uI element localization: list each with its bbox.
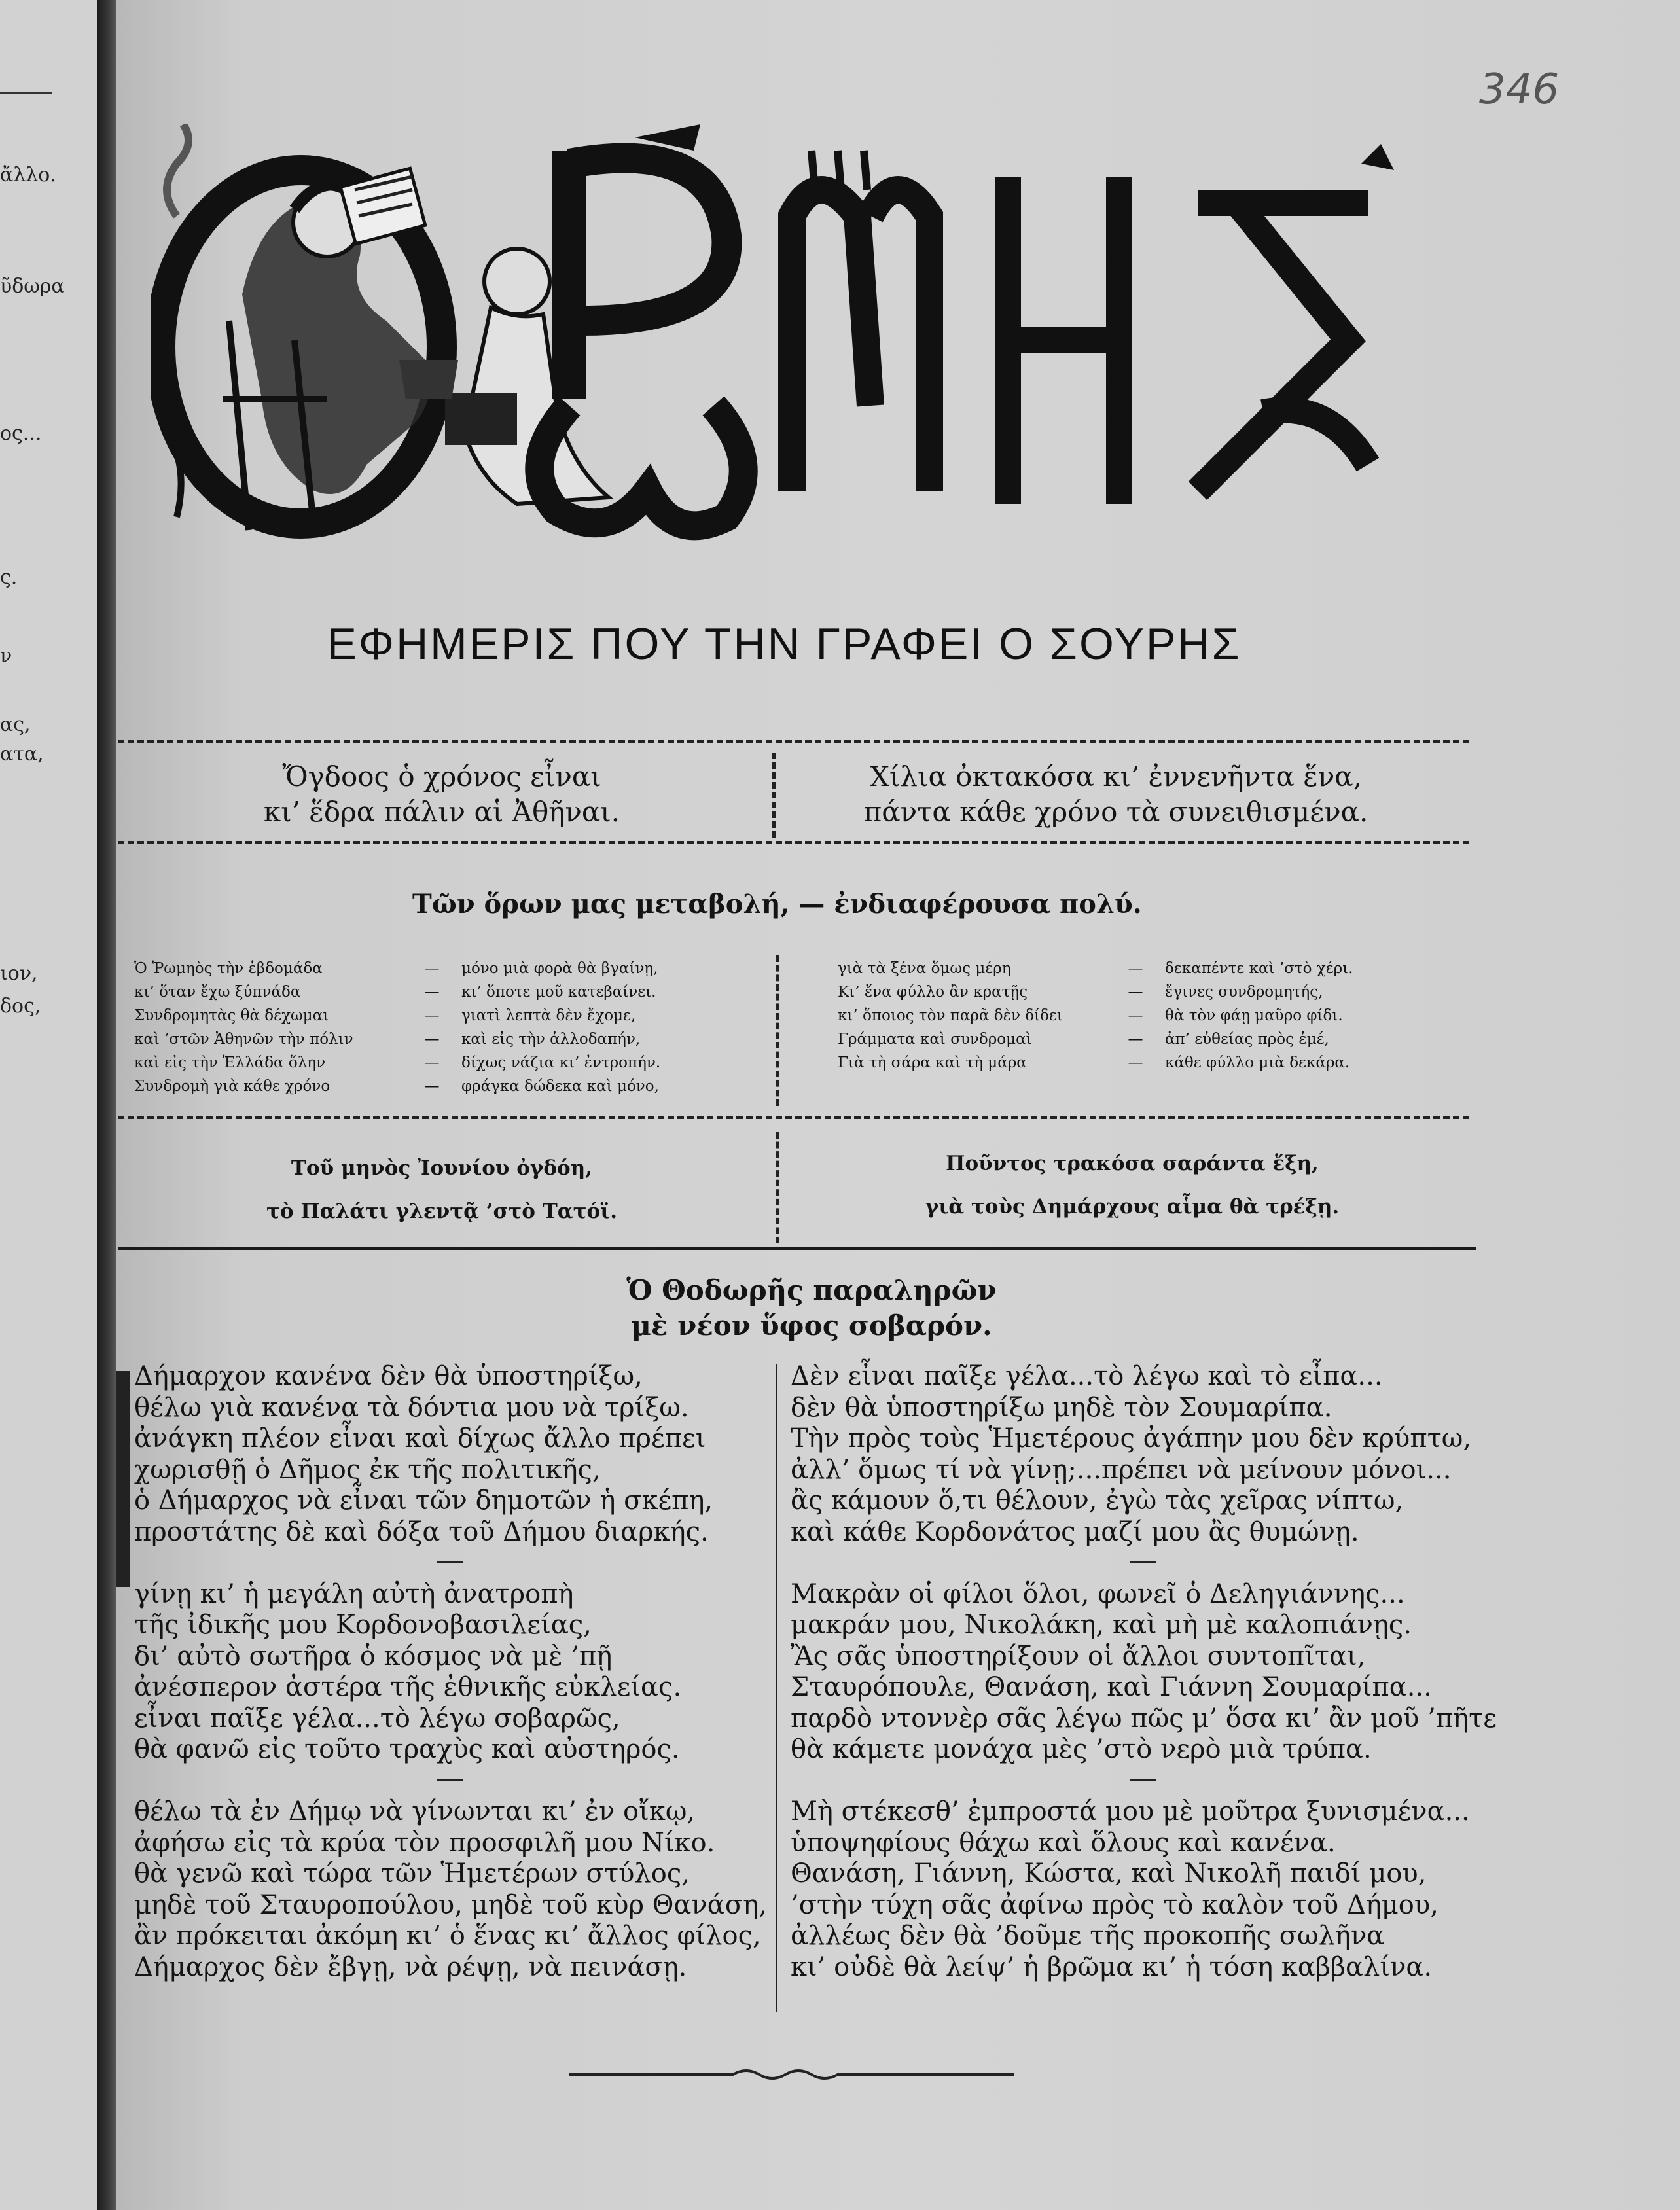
terms-table-left (134, 957, 660, 1098)
prev-page-fragment: ος... (0, 422, 42, 445)
terms-row (134, 1051, 660, 1075)
poem-line: Δήμαρχος δὲν ἔβγῃ, νὰ ρέψῃ, νὰ πεινάσῃ. (134, 1952, 687, 1982)
terms-table-right (838, 957, 1353, 1075)
divider-dashed (118, 1116, 1469, 1119)
terms-cell: γιατὶ λεπτὰ δὲν ἔχομε, (461, 1007, 636, 1024)
poem-line: δι’ αὐτὸ σωτῆρα ὁ κόσμος νὰ μὲ ’πῇ (134, 1641, 613, 1671)
prev-page-rule (0, 92, 52, 94)
terms-dash: — (424, 1054, 440, 1071)
prev-page-fragment: ατα, (0, 743, 44, 766)
terms-cell: Κι’ ἕνα φύλλο ἂν κρατῇς (838, 984, 1028, 1001)
terms-cell: καὶ εἰς τὴν ἀλλοδαπήν, (461, 1031, 641, 1048)
divider-dashed (118, 740, 1469, 743)
poem-line: παρδὸ ντοννὲρ σᾶς λέγω πῶς μ’ ὅσα κι’ ἂν μοῦ ’πῆτε (791, 1703, 1497, 1734)
terms-dash: — (424, 960, 440, 977)
poem-line: ’στὴν τύχη σᾶς ἀφίνω πρὸς τὸ καλὸν τοῦ Δήμου, (791, 1889, 1439, 1920)
stanza-separator (791, 1766, 1497, 1797)
poem-line: ἀφήσω εἰς τὰ κρύα τὸν προσφιλῆ μου Νίκο. (134, 1827, 715, 1858)
terms-heading: Τῶν ὅρων μας μεταβολή, — ἐνδιαφέρουσα πολύ. (412, 889, 1142, 919)
terms-dash: — (1128, 984, 1143, 1001)
poem-line: Μακρὰν οἱ φίλοι ὅλοι, φωνεῖ ὁ Δεληγιάννης... (791, 1578, 1405, 1609)
terms-dash: — (424, 984, 440, 1001)
terms-dash: — (1128, 960, 1143, 977)
stanza-separator (791, 1548, 1497, 1579)
poem-line: καὶ κάθε Κορδονάτος μαζί μου ἂς θυμώνῃ. (791, 1516, 1359, 1547)
poem-line: ἀνάγκη πλέον εἶναι καὶ δίχως ἄλλο πρέπει (134, 1423, 706, 1453)
previous-page-edge (0, 0, 98, 2210)
terms-cell: Συνδρομὴ γιὰ κάθε χρόνο (134, 1078, 331, 1095)
poem-line: Δήμαρχον κανένα δὲν θὰ ὑποστηρίξω, (134, 1361, 643, 1391)
prev-page-fragment: ῦδωρα (0, 275, 65, 298)
terms-row (134, 1027, 660, 1051)
verse-line: Χίλια ὀκτακόσα κι’ ἐννενῆντα ἕνα, (870, 760, 1362, 793)
terms-cell: δεκαπέντε καὶ ’στὸ χέρι. (1165, 960, 1353, 977)
terms-cell: κι’ ὅταν ἔχω ξύπνάδα (134, 984, 301, 1001)
subtitle: ΕΦΗΜΕΡΙΣ ΠΟΥ ΤΗΝ ΓΡΑΦΕΙ Ο ΣΟΥΡΗΣ (327, 619, 1242, 669)
terms-cell: θὰ τὸν φάῃ μαῦρο φίδι. (1165, 1007, 1343, 1024)
terms-dash: — (1128, 1007, 1143, 1024)
poem-line: θὰ φανῶ εἰς τοῦτο τραχὺς καὶ αὐστηρός. (134, 1734, 680, 1764)
terms-cell: ἔγινες συνδρομητής, (1165, 984, 1323, 1001)
poem-title-line: Ὁ Θοδωρῆς παραληρῶν (626, 1274, 997, 1306)
poem-line: ἀνέσπερον ἀστέρα τῆς ἐθνικῆς εὐκλείας. (134, 1672, 682, 1702)
terms-cell: Γιὰ τὴ σάρα καὶ τὴ μάρα (838, 1054, 1027, 1071)
terms-dash: — (1128, 1054, 1143, 1071)
motto-line: τὸ Παλάτι γλεντᾷ ’στὸ Τατόϊ. (266, 1200, 617, 1223)
poem-line: ἂν πρόκειται ἀκόμη κι’ ὁ ἕνας κι’ ἄλλος φίλος, (134, 1921, 761, 1951)
divider-dashed (118, 841, 1469, 844)
poem-line: ἂς κάμουν ὅ,τι θέλουν, ἐγὼ τὰς χεῖρας νίπτω, (791, 1486, 1404, 1516)
poem-title (563, 1273, 1060, 1344)
poem-line: τῆς ἰδικῆς μου Κορδονοβασιλείας, (134, 1610, 592, 1640)
cropped-edge-shadow (116, 1371, 130, 1587)
header-right-verse (838, 759, 1394, 830)
poem-line: δὲν θὰ ὑποστηρίξω μηδὲ τὸν Σουμαρίπα. (791, 1392, 1332, 1423)
poem-line: μακράν μου, Νικολάκη, καὶ μὴ μὲ καλοπιάνῃς. (791, 1610, 1412, 1640)
terms-cell: κι’ ὅποτε μοῦ κατεβαίνει. (461, 984, 656, 1001)
terms-cell: Ὁ Ῥωμηὸς τὴν ἑβδομάδα (134, 960, 323, 977)
terms-row (134, 1075, 660, 1098)
poem-line: θὰ κάμετε μονάχα μὲς ’στὸ νερὸ μιὰ τρύπα. (791, 1734, 1372, 1764)
terms-cell: Γράμματα καὶ συνδρομαὶ (838, 1031, 1032, 1048)
terms-cell: καὶ εἰς τὴν Ἑλλάδα ὅλην (134, 1054, 326, 1071)
poem-line: ἀλλέως δὲν θὰ ’δοῦμε τῆς προκοπῆς σωλῆνα (791, 1921, 1385, 1951)
column-divider (776, 1132, 779, 1243)
terms-dash: — (424, 1078, 440, 1095)
poem-line: γίνῃ κι’ ἡ μεγάλη αὐτὴ ἀνατροπὴ (134, 1578, 574, 1609)
stanza-separator (134, 1548, 767, 1579)
terms-cell: φράγκα δώδεκα καὶ μόνο, (461, 1078, 659, 1095)
verse-line: πάντα κάθε χρόνο τὰ συνειθισμένα. (863, 796, 1368, 828)
terms-row (134, 980, 660, 1004)
column-divider (772, 753, 776, 838)
header-left-verse (196, 759, 687, 830)
verse-line: κι’ ἕδρα πάλιν αἱ Ἀθῆναι. (263, 796, 620, 828)
poem-line: ὑποψηφίους θάχω καὶ ὅλους καὶ κανένα. (791, 1827, 1336, 1858)
stanza-separator (134, 1766, 767, 1797)
masthead-logo (151, 124, 1446, 543)
motto-line: Ποῦντος τρακόσα σαράντα ἕξη, (946, 1152, 1319, 1175)
poem-line: Δὲν εἶναι παῖξε γέλα...τὸ λέγω καὶ τὸ εἶπα... (791, 1361, 1383, 1391)
poem-left-column (134, 1361, 767, 1983)
terms-cell: κάθε φύλλο μιὰ δεκάρα. (1165, 1054, 1350, 1071)
poem-column-divider (776, 1364, 777, 2012)
terms-cell: γιὰ τὰ ξένα ὅμως μέρη (838, 960, 1011, 977)
poem-line: εἶναι παῖξε γέλα...τὸ λέγω σοβαρῶς, (134, 1703, 620, 1734)
poem-title-line: μὲ νέον ὕφος σοβαρόν. (631, 1310, 992, 1342)
terms-dash: — (1128, 1031, 1143, 1048)
motto-line: Τοῦ μηνὸς Ἰουνίου ὀγδόη, (291, 1156, 593, 1180)
terms-cell: Συνδρομητὰς θὰ δέχωμαι (134, 1007, 329, 1024)
terms-dash: — (424, 1031, 440, 1048)
poem-line: θέλω τὰ ἐν Δήμῳ νὰ γίνωνται κι’ ἐν οἴκῳ, (134, 1796, 696, 1827)
terms-cell: ἀπ’ εὐθείας πρὸς ἐμέ, (1165, 1031, 1329, 1048)
prev-page-fragment: ιον, (0, 962, 38, 985)
poem-line: ἀλλ’ ὅμως τί νὰ γίνῃ;...πρέπει νὰ μείνουν μόνοι... (791, 1454, 1452, 1485)
terms-dash: — (424, 1007, 440, 1024)
masthead-artwork (151, 124, 1446, 543)
page-number: 346 (1479, 65, 1560, 114)
terms-cell: δίχως νάζια κι’ ἐντροπήν. (461, 1054, 661, 1071)
poem-line: Θανάση, Γιάννη, Κώστα, καὶ Νικολῆ παιδί μου, (791, 1859, 1427, 1889)
prev-page-fragment: ς. (0, 566, 18, 589)
terms-row (838, 1051, 1353, 1075)
end-flourish (569, 2061, 1014, 2088)
terms-row (838, 980, 1353, 1004)
motto-right (864, 1142, 1401, 1228)
poem-line: ὁ Δήμαρχος νὰ εἶναι τῶν δημοτῶν ἡ σκέπη, (134, 1486, 713, 1516)
poem-line: μηδὲ τοῦ Σταυροπούλου, μηδὲ τοῦ κὺρ Θανάση, (134, 1889, 767, 1920)
terms-cell: κι’ ὅποιος τὸν παρᾶ δὲν δίδει (838, 1007, 1063, 1024)
terms-row (134, 957, 660, 980)
terms-cell: καὶ ’στῶν Ἀθηνῶν τὴν πόλιν (134, 1031, 353, 1048)
motto-line: γιὰ τοὺς Δημάρχους αἷμα θὰ τρέξῃ. (925, 1195, 1340, 1219)
poem-line: προστάτης δὲ καὶ δόξα τοῦ Δήμου διαρκής. (134, 1516, 709, 1547)
poem-line: θὰ γενῶ καὶ τώρα τῶν Ἡμετέρων στύλος, (134, 1859, 690, 1889)
terms-cell: μόνο μιὰ φορὰ θὰ βγαίνῃ, (461, 960, 658, 977)
prev-page-fragment: ν (0, 645, 12, 668)
prev-page-fragment: ἄλλο. (0, 164, 56, 187)
verse-line: Ὄγδοος ὁ χρόνος εἶναι (282, 760, 601, 793)
terms-row (838, 1027, 1353, 1051)
terms-row (838, 957, 1353, 980)
column-divider (776, 955, 779, 1106)
poem-right-column (791, 1361, 1497, 1983)
poem-line: κι’ οὐδὲ θὰ λείψ’ ἡ βρῶμα κι’ ἡ τόση καββαλίνα. (791, 1952, 1433, 1982)
poem-line: Ἂς σᾶς ὑποστηρίξουν οἱ ἄλλοι συντοπῖται, (791, 1641, 1366, 1671)
prev-page-fragment: ας, (0, 713, 31, 736)
terms-row (134, 1004, 660, 1027)
motto-left (196, 1147, 687, 1233)
poem-line: Μὴ στέκεσθ’ ἐμπροστά μου μὲ μοῦτρα ξυνισμένα... (791, 1796, 1470, 1827)
poem-line: Σταυρόπουλε, Θανάση, καὶ Γιάννη Σουμαρίπα... (791, 1672, 1432, 1702)
poem-line: θέλω γιὰ κανένα τὰ δόντια μου νὰ τρίξω. (134, 1392, 689, 1423)
poem-line: Τὴν πρὸς τοὺς Ἡμετέρους ἀγάπην μου δὲν κρύπτω, (791, 1423, 1472, 1453)
terms-row (838, 1004, 1353, 1027)
book-spine (97, 0, 116, 2210)
poem-line: χωρισθῇ ὁ Δῆμος ἐκ τῆς πολιτικῆς, (134, 1454, 601, 1485)
divider-solid (118, 1247, 1476, 1250)
prev-page-fragment: δος, (0, 995, 41, 1018)
